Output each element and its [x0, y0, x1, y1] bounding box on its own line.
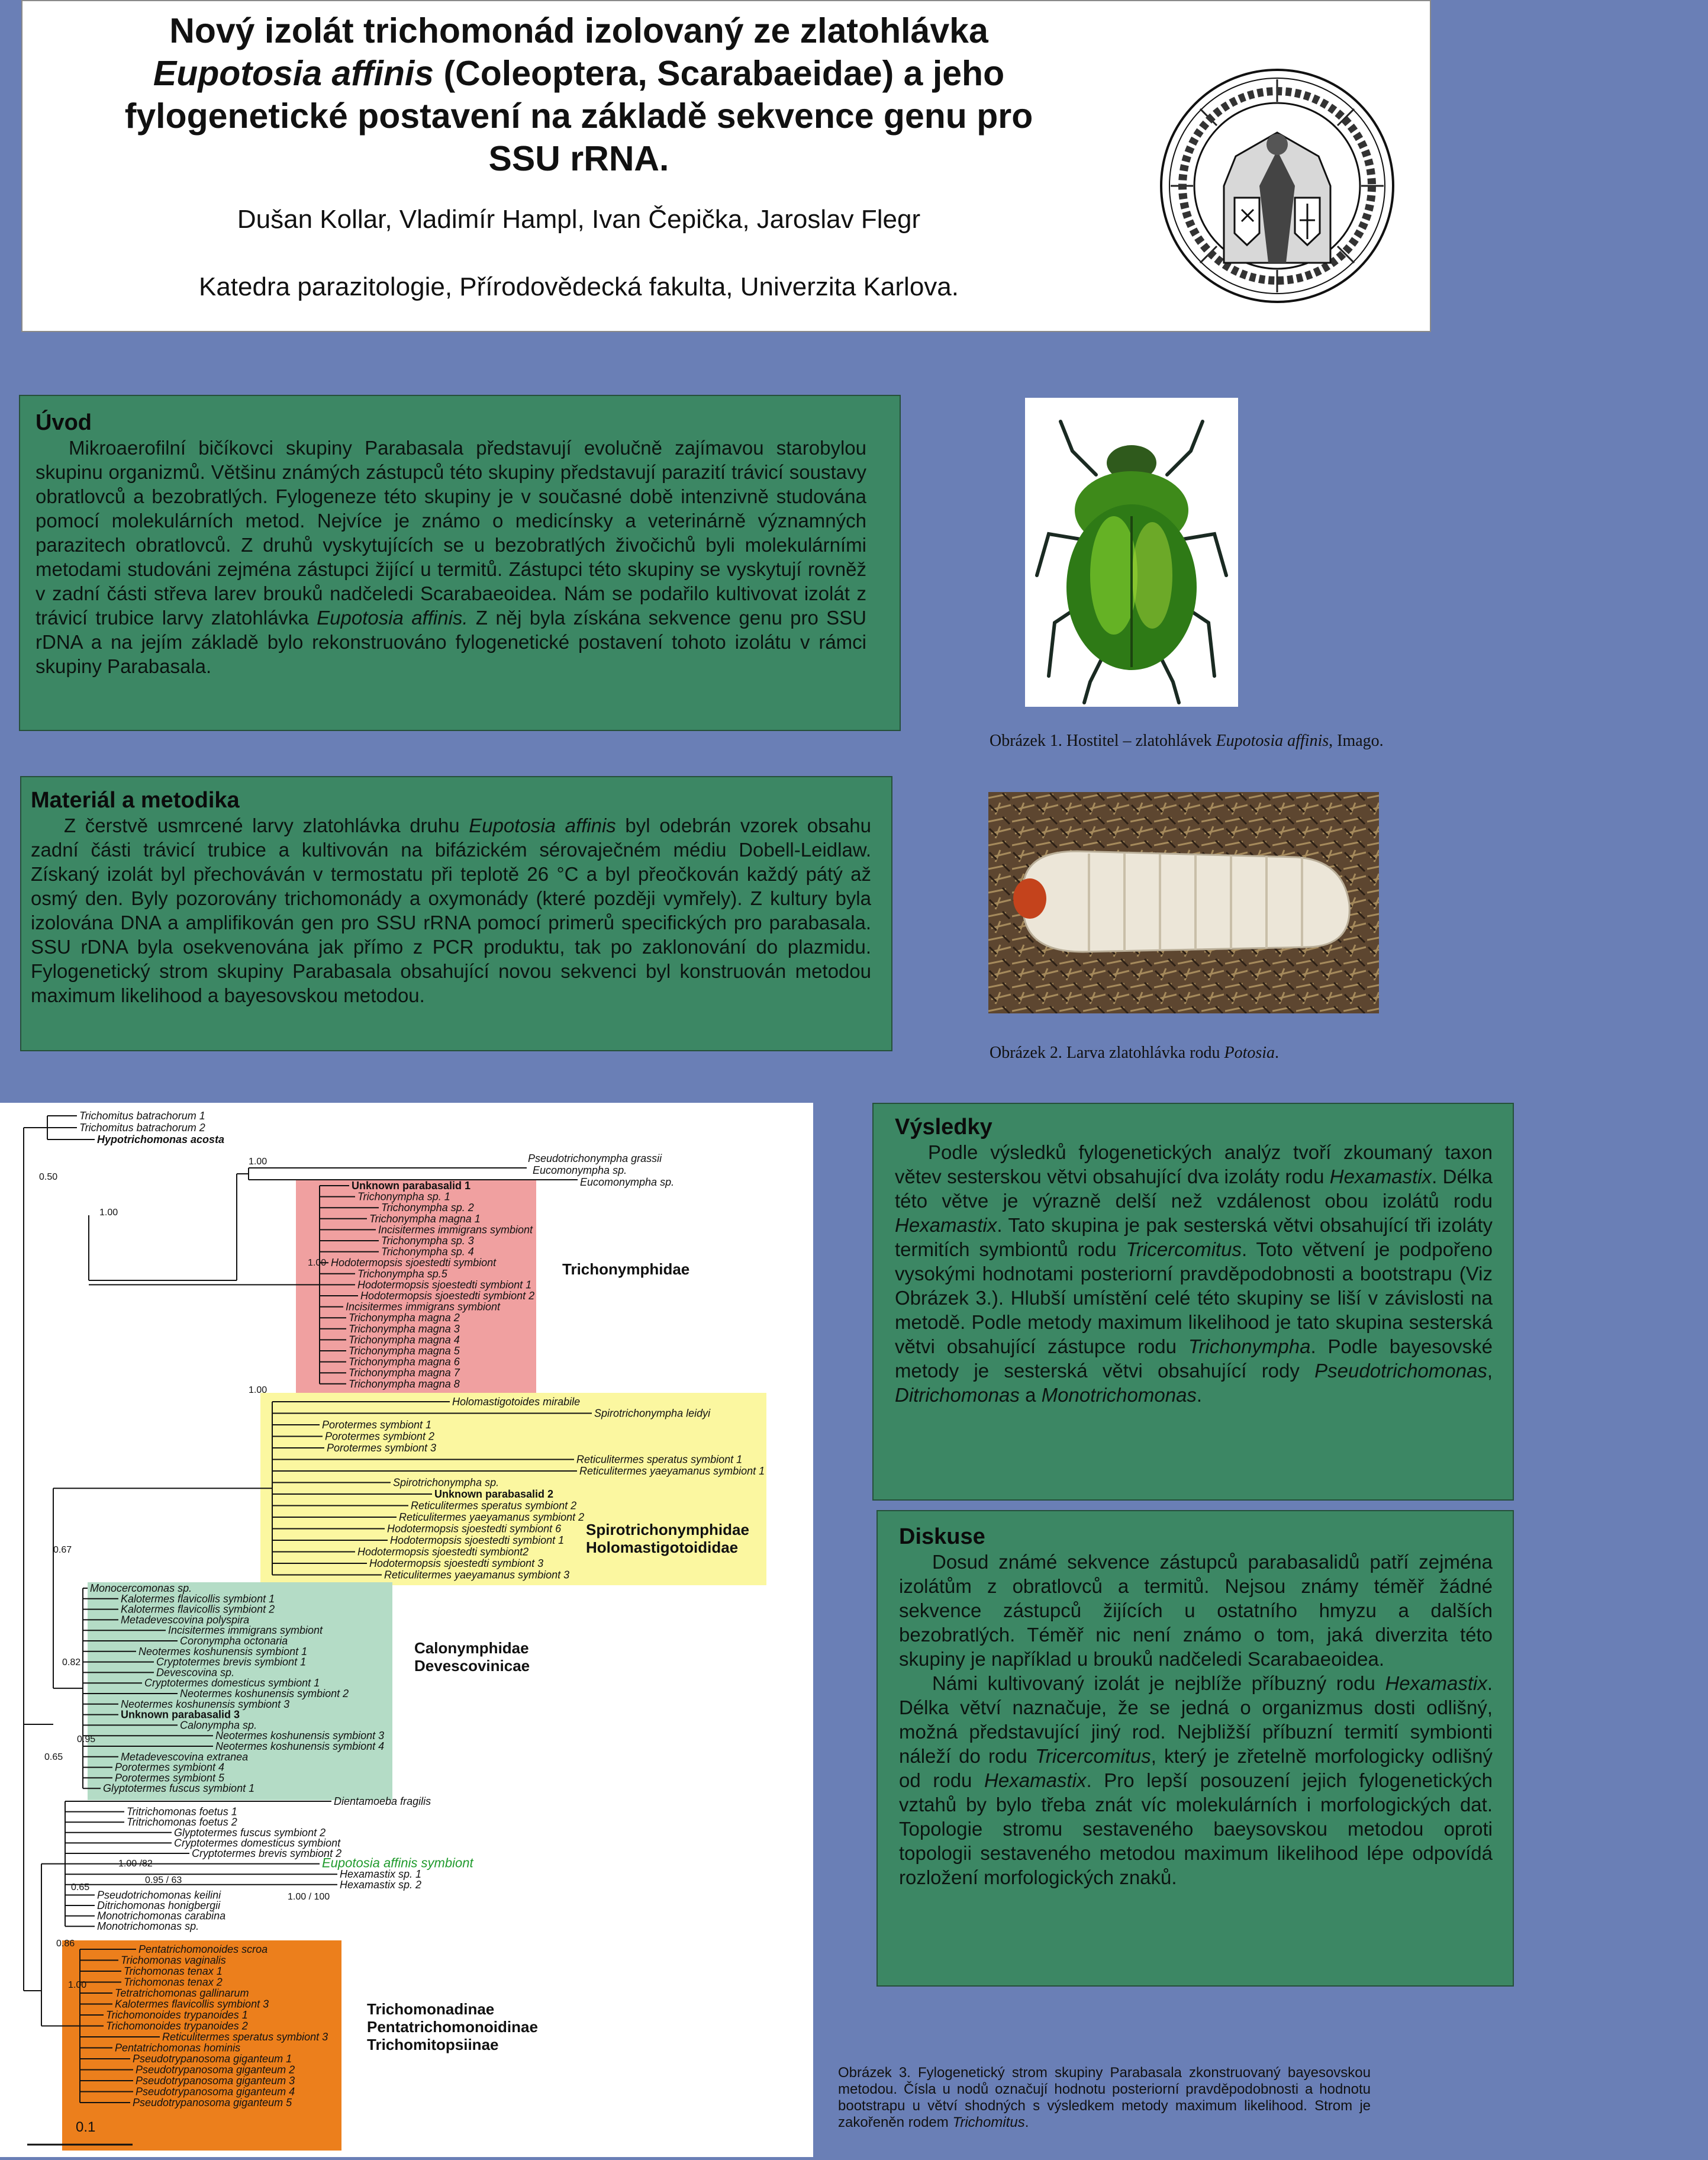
- taxon-label: Pseudotrichomonas keilini: [97, 1889, 221, 1901]
- taxon-label: Reticulitermes speratus symbiont 3: [162, 2031, 328, 2043]
- taxon-label: Pseudotrypanosoma giganteum 5: [133, 2097, 292, 2109]
- group-label: Pentatrichomonoidinae: [367, 2018, 538, 2036]
- taxon-label: Kalotermes flavicollis symbiont 3: [115, 1998, 269, 2010]
- taxon-label: Trichonympha sp. 2: [381, 1202, 474, 1214]
- results-fragment: Pseudotrichomonas: [1314, 1360, 1487, 1382]
- results-fragment: a: [1019, 1384, 1042, 1406]
- taxon-label: Neotermes koshunensis symbiont 2: [180, 1688, 349, 1699]
- results-fragment: Monotrichomonas: [1041, 1384, 1197, 1406]
- taxon-label: Hodotermopsis sjoestedti symbiont 1: [390, 1534, 565, 1546]
- discussion-fragment: Námi kultivovaný izolát je nejblíže příbuzný rodu: [932, 1672, 1385, 1694]
- taxon-label: Cryptotermes brevis symbiont 2: [192, 1847, 342, 1859]
- taxon-label: Hodotermopsis sjoestedti symbiont: [331, 1257, 497, 1269]
- support-value: 1.00: [249, 1385, 268, 1395]
- taxon-label: Hodotermopsis sjoestedti symbiont 6: [387, 1522, 562, 1535]
- results-fragment: Hexamastix: [1329, 1166, 1432, 1187]
- taxon-label: Trichomonoides trypanoides 2: [106, 2020, 248, 2032]
- taxon-label: Coronympha octonaria: [180, 1635, 288, 1647]
- support-value: 1.00 /82: [118, 1859, 153, 1869]
- taxon-label: Tritrichomonas foetus 2: [127, 1816, 237, 1829]
- affiliation: Katedra parazitologie, Přírodovědecká fakulta, Univerzita Karlova.: [198, 272, 959, 301]
- taxon-label: Eucomonympha sp.: [580, 1176, 675, 1188]
- title-line-3: fylogenetické postavení na základě sekvence genu pro: [124, 96, 1033, 136]
- support-value: 0.95: [77, 1734, 96, 1744]
- methods-heading: Materiál a metodika: [31, 788, 240, 813]
- support-value: 1.00: [99, 1208, 118, 1218]
- phylogenetic-tree: [0, 1103, 813, 2157]
- support-value: 0.65: [71, 1882, 90, 1892]
- taxon-label: Unknown parabasalid 1: [352, 1180, 471, 1192]
- results-fragment: Podle výsledků fylogenetických analýz tvoří zkoumaný taxon větev sesterskou větvi obsahující dva izoláty rodu: [895, 1141, 1493, 1187]
- title-line-1: Nový izolát trichomonád izolovaný ze zlatohlávka: [169, 11, 988, 50]
- taxon-label: Hodotermopsis sjoestedti symbiont 2: [360, 1290, 535, 1302]
- support-value: 0.50: [39, 1172, 58, 1182]
- taxon-label: Ditrichomonas honigbergii: [97, 1900, 221, 1911]
- taxon-label: Glyptotermes fuscus symbiont 2: [174, 1826, 326, 1839]
- taxon-label: Spirotrichonympha leidyi: [594, 1407, 711, 1419]
- support-value: 1.00: [249, 1157, 268, 1167]
- taxon-label: Trichonympha magna 6: [349, 1356, 460, 1368]
- figure-2-caption: Obrázek 2. Larva zlatohlávka rodu Potosia.: [990, 1044, 1280, 1062]
- taxon-label: Reticulitermes speratus symbiont 2: [411, 1499, 577, 1512]
- taxon-label: Reticulitermes yaeyamanus symbiont 1: [579, 1465, 765, 1477]
- taxon-label: Trichomonoides trypanoides 1: [106, 2009, 248, 2021]
- taxon-label: Porotermes symbiont 2: [325, 1430, 435, 1443]
- taxon-label: Tritrichomonas foetus 1: [127, 1805, 237, 1818]
- results-text: [895, 1140, 1493, 1407]
- taxon-label: Calonympha sp.: [180, 1719, 257, 1731]
- support-value: 0.65: [44, 1752, 63, 1762]
- taxon-label: Trichonympha sp. 3: [381, 1235, 474, 1247]
- taxon-label: Metadevescovina polyspira: [121, 1614, 250, 1626]
- taxon-label: Porotermes symbiont 5: [115, 1772, 225, 1784]
- discussion-fragment: Hexamastix: [1385, 1672, 1487, 1694]
- taxon-label: Porotermes symbiont 4: [115, 1761, 225, 1773]
- discussion-fragment: Hexamastix: [984, 1769, 1087, 1791]
- results-fragment: . Podle bayesovské metody je sesterská větvi obsahující rody: [895, 1335, 1493, 1382]
- taxon-label: Hypotrichomonas acosta: [97, 1134, 225, 1145]
- taxon-label: Glyptotermes fuscus symbiont 1: [103, 1782, 255, 1795]
- discussion-section: [876, 1510, 1514, 1987]
- taxon-label: Trichonympha magna 1: [369, 1212, 481, 1225]
- intro-text: Mikroaerofilní bičíkovci skupiny Parabasala představují evolučně zajímavou starobylou skupinu organizmů. Většinu známých zástupců této skupiny představují parazití trávicí soustavy obratlovců a bezobratlých. Fylogeneze této skupiny je v současné době intenzivně studována pomocí molekulárních metod. Nejvíce je známo o medicínsky a veterinárně významných parazitech obratlovců. Z druhů vyskytujících se u bezobratlých živočichů byli molekulárními metodami studováni zejména zástupci žijící u termitů. Zástupci této skupiny se vyskytují rovněž v zadní části střeva larev brouků nadčeledi Scarabaeoidea. Nám se podařilo kultivovat izolát z trávicí trubice larvy zlatohlávka Eupotosia affinis. Z něj byla získána sekvence genu pro SSU rDNA a na jejím základě bylo rekonstruováno fylogenetické postavení tohoto izolátu v rámci skupiny Parabasala.: [36, 437, 866, 677]
- taxon-label: Unknown parabasalid 3: [121, 1708, 240, 1721]
- taxon-label: Neotermes koshunensis symbiont 3: [215, 1730, 385, 1742]
- taxon-label: Unknown parabasalid 2: [434, 1488, 554, 1500]
- authors: Dušan Kollar, Vladimír Hampl, Ivan Čepička, Jaroslav Flegr: [237, 205, 921, 234]
- results-section: [872, 1103, 1514, 1501]
- group-label: Trichomitopsiinae: [367, 2036, 499, 2053]
- poster-header: [21, 0, 1431, 332]
- taxon-label: Cryptotermes domesticus symbiont 1: [144, 1677, 320, 1689]
- taxon-label: Trichomonas vaginalis: [121, 1954, 226, 1966]
- methods-section: [20, 776, 892, 1051]
- phylogenetic-tree-figure: [0, 1103, 813, 2157]
- results-fragment: . Toto větvení je podpořeno vysokými hodnotami posteriorní pravděpodobnosti a bootstrapu (Viz Obrázek 3.). Hlubší umístění celé této skupiny se liší v závislosti na metodě. Podle metody maximum likelihood je tato skupina sesterská větvi obsahující zástupce rodu: [895, 1238, 1493, 1357]
- taxon-label: Pseudotrypanosoma giganteum 3: [136, 2075, 295, 2087]
- taxon-label: Monocercomonas sp.: [90, 1582, 192, 1594]
- results-fragment: Ditrichomonas: [895, 1384, 1020, 1406]
- taxon-label: Pentatrichomonas hominis: [115, 2042, 241, 2054]
- taxon-label: Tetratrichomonas gallinarum: [115, 1987, 249, 1999]
- taxon-label: Kalotermes flavicollis symbiont 2: [121, 1603, 275, 1615]
- intro-heading: Úvod: [36, 410, 92, 435]
- group-label: Trichonymphidae: [562, 1260, 690, 1278]
- taxon-label: Neotermes koshunensis symbiont 1: [138, 1645, 308, 1657]
- taxon-label: Metadevescovina extranea: [121, 1750, 249, 1763]
- taxon-label: Trichonympha magna 7: [349, 1367, 460, 1379]
- group-label: Trichomonadinae: [367, 2000, 495, 2018]
- taxon-label: Monotrichomonas sp.: [97, 1920, 199, 1933]
- taxon-label: Trichonympha magna 4: [349, 1334, 460, 1346]
- support-value: 1.00 / 100: [288, 1892, 330, 1902]
- university-seal-logo: [1159, 67, 1396, 304]
- taxon-label: Trichonympha magna 3: [349, 1322, 460, 1335]
- results-fragment: Trichonympha: [1188, 1335, 1311, 1357]
- support-value: 0.95 / 63: [145, 1875, 182, 1885]
- group-label: Holomastigotoididae: [586, 1538, 739, 1556]
- taxon-label: Neotermes koshunensis symbiont 4: [215, 1740, 385, 1752]
- discussion-fragment: Tricercomitus: [1035, 1745, 1151, 1767]
- taxon-label: Porotermes symbiont 3: [327, 1442, 437, 1454]
- support-value: 0.67: [53, 1545, 72, 1555]
- taxon-label: Reticulitermes yaeyamanus symbiont 3: [384, 1569, 570, 1581]
- discussion-fragment: . Délka větví naznačuje, že se jedná o organizmus dosti odlišný, možná představující jiný rod. Nejbližší příbuzní termití symbionti náleží do rodu: [899, 1672, 1493, 1767]
- results-fragment: ,: [1487, 1360, 1493, 1382]
- taxon-label: Neotermes koshunensis symbiont 3: [121, 1698, 290, 1710]
- taxon-label: Porotermes symbiont 1: [322, 1419, 432, 1431]
- taxon-label: Trichonympha sp. 1: [357, 1190, 450, 1203]
- taxon-label: Eupotosia affinis symbiont: [322, 1855, 473, 1871]
- discussion-fragment: . Pro lepší posouzení jejich fylogenetických vztahů by bylo třeba znát víc molekulárních i morfologických dat. Topologie stromu sestaveného baeysovskou metodou oproti topologii sestaveného metodou maximum likelihood lépe odpovídá rozložení morfologických znaků.: [899, 1769, 1493, 1888]
- taxon-label: Eucomonympha sp.: [533, 1164, 627, 1176]
- taxon-label: Cryptotermes brevis symbiont 1: [156, 1656, 307, 1668]
- taxon-label: Dientamoeba fragilis: [334, 1795, 431, 1807]
- taxon-label: Trichonympha sp. 4: [381, 1245, 474, 1258]
- support-value: 1.00: [68, 1980, 87, 1990]
- taxon-label: Hodotermopsis sjoestedti symbiont 3: [369, 1557, 544, 1569]
- title-line-2: (Coleoptera, Scarabaeidae) a jeho: [434, 54, 1005, 93]
- support-value: 0.82: [62, 1657, 81, 1668]
- tree-branch: [24, 1128, 53, 2026]
- discussion-fragment: , který je zřetelně morfologicky odlišný od rodu: [899, 1745, 1493, 1791]
- taxon-label: Trichonympha magna 8: [349, 1377, 460, 1390]
- taxon-label: Hexamastix sp. 1: [340, 1868, 422, 1881]
- results-fragment: .: [1196, 1384, 1203, 1406]
- results-heading: Výsledky: [895, 1115, 992, 1139]
- taxon-label: Incisitermes immigrans symbiont: [378, 1224, 533, 1236]
- title-species: Eupotosia affinis: [153, 54, 434, 93]
- taxon-label: Pseudotrypanosoma giganteum 1: [133, 2053, 292, 2065]
- taxon-label: Trichonympha magna 2: [349, 1312, 460, 1324]
- larva-photo: [988, 792, 1379, 1013]
- taxon-label: Trichomonas tenax 2: [124, 1976, 223, 1988]
- discussion-text-1: Dosud známé sekvence zástupců parabasalidů patří zejména izolátům z obratlovců a termitů. Nejsou známy téměř žádné sekvence zástupců žijících u ostatního hmyzu a dalších bezobratlých. Téměř nic není známo o tom, jaká diverzita této skupiny je například u brouků nadčeledi Scarabaeoidea.: [899, 1551, 1493, 1670]
- taxon-label: Hodotermopsis sjoestedti symbiont 1: [357, 1279, 532, 1291]
- support-value: 1.00: [308, 1258, 327, 1268]
- taxon-label: Trichonympha magna 5: [349, 1345, 460, 1357]
- discussion-text-2: [899, 1671, 1493, 1889]
- results-fragment: Tricercomitus: [1126, 1238, 1242, 1260]
- taxon-label: Reticulitermes yaeyamanus symbiont 2: [399, 1511, 585, 1523]
- scale-bar-label: 0.1: [76, 2119, 96, 2135]
- taxon-label: Pseudotrypanosoma giganteum 4: [136, 2085, 295, 2098]
- beetle-imago-photo: [1025, 398, 1238, 707]
- taxon-label: Monotrichomonas carabina: [97, 1910, 226, 1922]
- figure-3-caption: Obrázek 3. Fylogenetický strom skupiny Parabasala zkonstruovaný bayesovskou metodou. Čísla u nodů označují hodnotu posteriorní pravděpodobnosti a hodnotu bootstrapu u větví shodných s výsledkem metody maximum likelihood. Strom je zakořeněn rodem Trichomitus.: [838, 2065, 1371, 2130]
- taxon-label: Holomastigotoides mirabile: [452, 1396, 581, 1408]
- poster-title: [46, 9, 1111, 180]
- title-line-4: SSU rRNA.: [488, 139, 669, 178]
- taxon-label: Hodotermopsis sjoestedti symbiont2: [357, 1546, 529, 1558]
- intro-section: [19, 395, 901, 731]
- group-label: Calonymphidae: [414, 1639, 529, 1657]
- taxon-label: Incisitermes immigrans symbiont: [168, 1624, 323, 1637]
- group-label: Spirotrichonymphidae: [586, 1521, 749, 1538]
- taxon-label: Incisitermes immigrans symbiont: [346, 1300, 501, 1313]
- taxon-label: Spirotrichonympha sp.: [393, 1476, 499, 1489]
- taxon-label: Reticulitermes speratus symbiont 1: [576, 1453, 743, 1466]
- results-fragment: . Délka této větve je výrazně delší než vzdálenost obou izolátů rodu: [895, 1166, 1493, 1212]
- taxon-label: Kalotermes flavicollis symbiont 1: [121, 1592, 275, 1605]
- discussion-heading: Diskuse: [899, 1524, 985, 1549]
- results-fragment: Hexamastix: [895, 1214, 997, 1236]
- support-value: 0.86: [56, 1939, 75, 1949]
- taxon-label: Hexamastix sp. 2: [340, 1878, 422, 1891]
- taxon-label: Pseudotrichonympha grassii: [528, 1153, 662, 1164]
- group-label: Devescovinicae: [414, 1657, 530, 1675]
- methods-text: Z čerstvě usmrcené larvy zlatohlávka druhu Eupotosia affinis byl odebrán vzorek obsahu zadní části trávicí trubice a kultivován na bifázickém sérovaječném médiu Dobell-Leidlaw. Získaný izolát byl přechováván v termostatu při teplotě 26 °C a byl přeočkován každý pátý až osmý den. Byly pozorovány trichomonády a oxymonády (které později vymřely). Z kultury byla izolována DNA a amplifikován gen pro SSU rRNA pomocí primerů specifických pro parabasala. SSU rDNA byla osekvenována jak přímo z PCR produktu, tak po zaklonování do plazmidu. Fylogenetický strom skupiny Parabasala obsahující novou sekvenci byl konstruován metodou maximum likelihood a bayesovskou metodou.: [31, 815, 871, 1006]
- figure-1-caption: Obrázek 1. Hostitel – zlatohlávek Eupotosia affinis, Imago.: [990, 732, 1384, 750]
- taxon-label: Trichomonas tenax 1: [124, 1965, 223, 1977]
- taxon-label: Trichomitus batrachorum 1: [79, 1110, 205, 1122]
- taxon-label: Devescovina sp.: [156, 1666, 235, 1679]
- taxon-label: Trichonympha sp.5: [357, 1267, 447, 1280]
- taxon-label: Cryptotermes domesticus symbiont: [174, 1837, 341, 1849]
- taxon-label: Pentatrichomonoides scroa: [138, 1943, 268, 1955]
- taxon-label: Trichomitus batrachorum 2: [79, 1122, 205, 1134]
- results-fragment: . Tato skupina je pak sesterská větvi obsahující tři izoláty termitích symbiontů rodu: [895, 1214, 1493, 1260]
- taxon-label: Pseudotrypanosoma giganteum 2: [136, 2064, 295, 2076]
